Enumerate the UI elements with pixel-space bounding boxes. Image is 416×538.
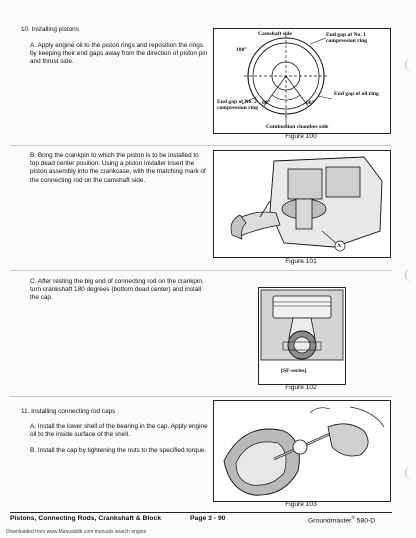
figure-101-caption: Figure 101 (285, 258, 317, 265)
section-10-step-a: A. Apply engine oil to the piston rings and reposition the rings by keeping their end gaps away from the direction of piston pin and thrust side. (30, 42, 208, 66)
download-watermark: Downloaded from www.Manualslib.com manuals search engine (6, 529, 147, 535)
binder-tab-mark (405, 58, 416, 72)
footer-section-title (10, 515, 161, 522)
footer-rule (10, 512, 392, 513)
divider (10, 270, 392, 271)
footer-registered-mark: ® (351, 515, 355, 520)
binder-tab-mark (405, 268, 416, 282)
figure-103-caption: Figure 103 (285, 501, 317, 508)
label-angle-60-right: 60° (306, 100, 314, 106)
label-end-gap-no1: End gap of No. 1 compression ring (326, 32, 368, 45)
section-10-step-b: B. Bring the crankpin to which the piston is to be installed to top dead center position. Using a piston installer insert the piston assembly into the crankcase, with the matching mark of the connecting rod on the camshaft side. (30, 152, 206, 184)
footer-model: 580-D (356, 517, 376, 525)
figure-103-illustration (213, 400, 391, 502)
label-angle-60-left: 60° (262, 100, 270, 106)
footer-brand: Groundmaster (308, 517, 352, 525)
figure-102-caption: Figure 102 (285, 384, 317, 391)
footer-product (308, 515, 375, 524)
section-11-heading: 11. Installing connecting rod caps (21, 408, 116, 415)
footer-page-number: Page 3 - 90 (190, 515, 226, 522)
label-angle-180: 180° (236, 47, 247, 53)
section-11-step-b: B. Install the cap by tightening the nuts to the specified torque. (30, 447, 207, 454)
footer-left-text: Pistons, Connecting Rods, Crankshaft & Block (10, 515, 162, 522)
figure-100-caption: Figure 100 (285, 133, 317, 140)
torque-wrench-illustration (214, 401, 390, 501)
label-sf-series: [SF-series] (281, 368, 307, 374)
figure-102-illustration (258, 287, 346, 385)
divider (10, 145, 392, 146)
figure-101-illustration (213, 150, 391, 258)
piston-installer-illustration (214, 151, 390, 257)
divider (10, 396, 392, 397)
label-camshaft-side: Camshaft side (258, 31, 293, 37)
label-end-gap-oil: End gap of oil ring (334, 91, 379, 97)
section-10-step-c: C. After resting the big end of connecting rod on the crankpin, turn crankshaft 180 degrees (bottom dead center) and install the cap. (30, 278, 204, 302)
marker-a: A (337, 243, 342, 249)
label-combustion-side: Combustion chamber side (266, 124, 329, 130)
figure-100-diagram (213, 28, 391, 134)
section-11-step-a: A. Install the lower shell of the bearing in the cap. Apply engine oil to the inside surface of the shell. (30, 423, 208, 439)
binder-tab-mark (405, 466, 416, 480)
section-10-heading: 10. Installing pistons (21, 26, 79, 33)
label-end-gap-no2: End gap of No. 2 compression ring (217, 99, 259, 112)
